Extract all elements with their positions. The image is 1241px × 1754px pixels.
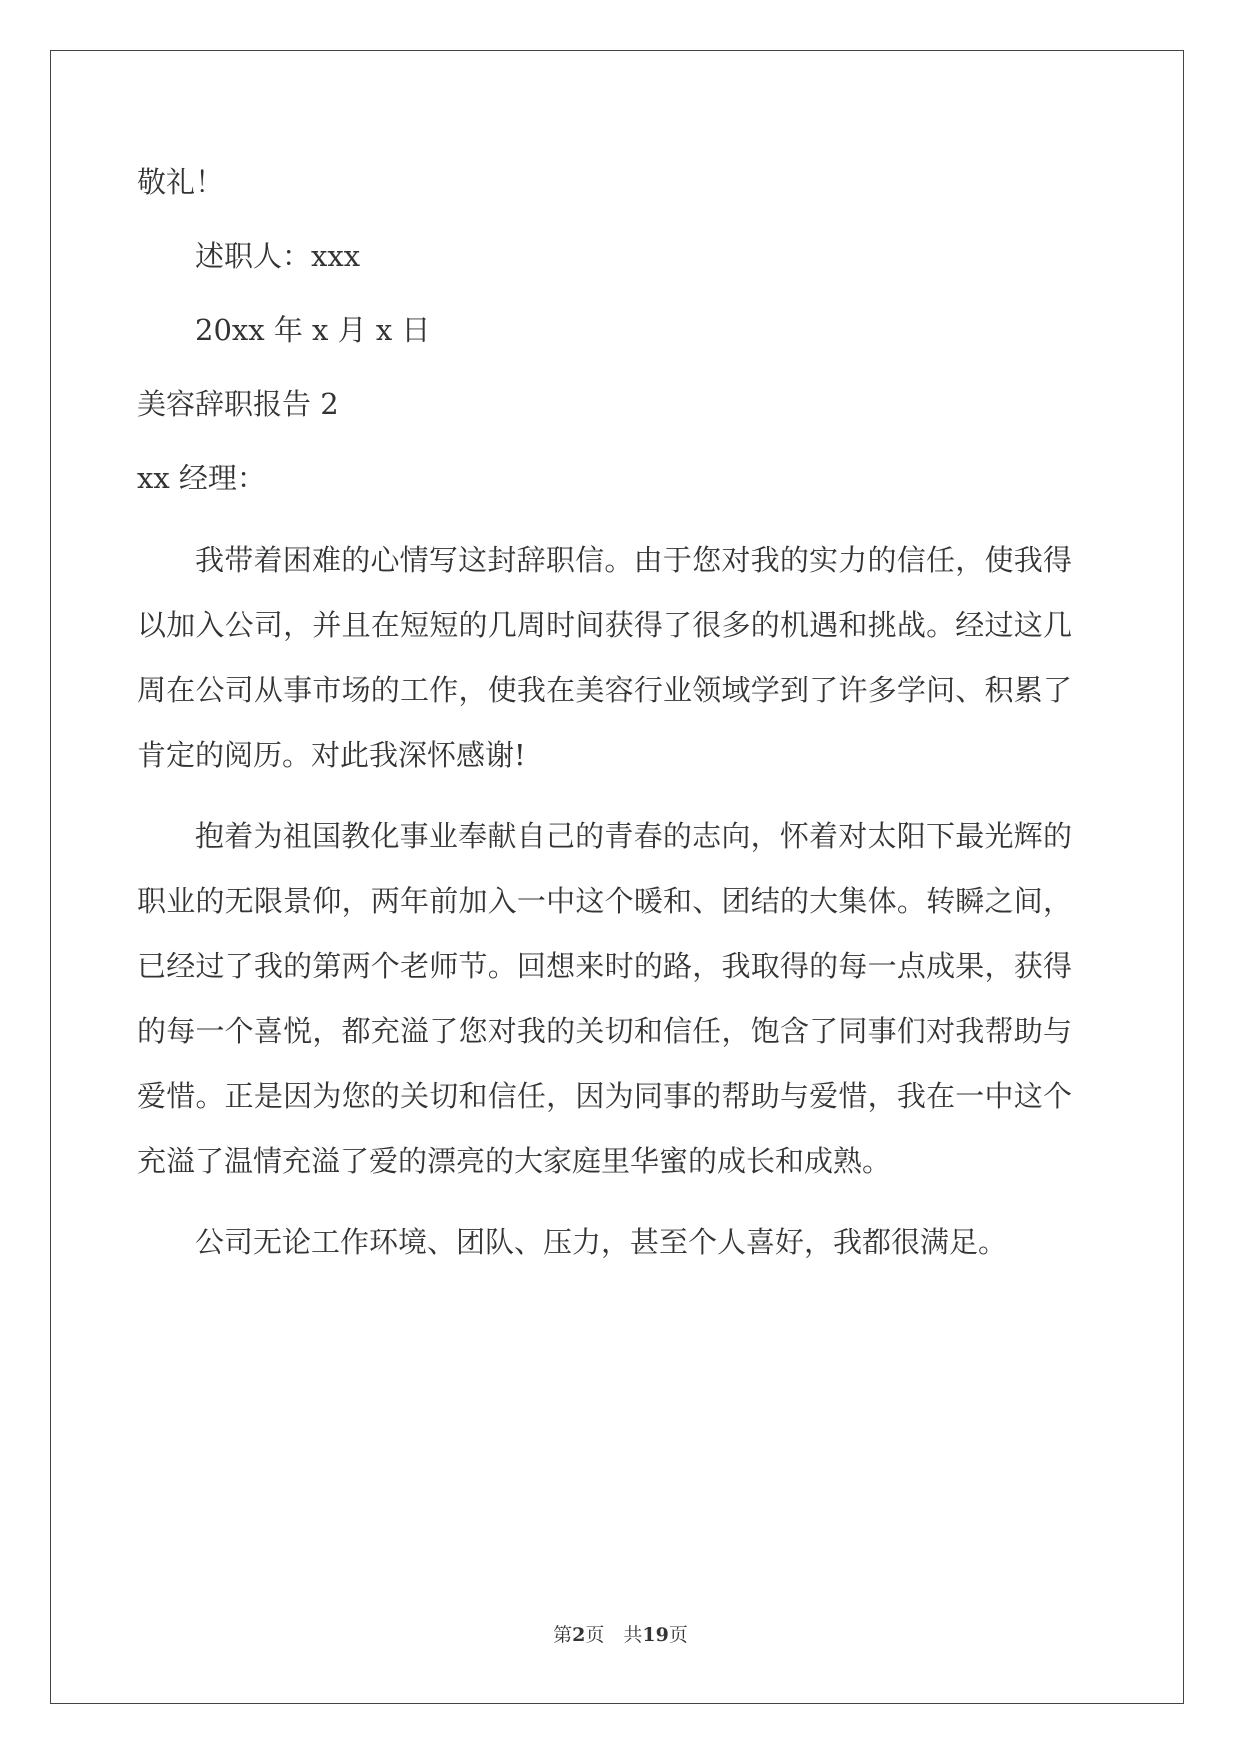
page-mid: 页 共 — [585, 1624, 643, 1646]
closing-line: 敬礼！ — [137, 165, 225, 199]
page-total: 19 — [642, 1624, 669, 1646]
signer-line: 述职人：xxx — [195, 239, 361, 273]
page-prefix: 第 — [553, 1624, 573, 1646]
body-paragraphs — [137, 528, 1072, 1275]
body-paragraph: 公司无论工作环境、团队、压力，甚至个人喜好，我都很满足。 — [195, 1225, 1008, 1259]
date-line: 20xx 年 x 月 x 日 — [195, 313, 431, 347]
page-current: 2 — [572, 1624, 586, 1646]
document-body — [137, 160, 1088, 1291]
section-title: 美容辞职报告 2 — [137, 387, 339, 421]
body-paragraph: 抱着为祖国教化事业奉献自己的青春的志向，怀着对太阳下最光辉的职业的无限景仰，两年前加入一中这个暖和、团结的大集体。转瞬之间，已经过了我的第两个老师节。回想来时的路，我取得的每一点成果，获得的每一个喜悦，都充溢了您对我的关切和信任，饱含了同事们对我帮助与爱惜。正是因为您的关切和信任，因为同事的帮助与爱惜，我在一中这个充溢了温情充溢了爱的漂亮的大家庭里华蜜的成长和成熟。 — [137, 819, 1072, 1178]
page-footer — [0, 1620, 1241, 1647]
body-paragraph: 我带着困难的心情写这封辞职信。由于您对我的实力的信任，使我得以加入公司，并且在短短的几周时间获得了很多的机遇和挑战。经过这几周在公司从事市场的工作，使我在美容行业领域学到了许多学问、积累了肯定的阅历。对此我深怀感谢! — [137, 543, 1072, 772]
page-suffix: 页 — [668, 1624, 688, 1646]
salutation-line: xx 经理： — [137, 461, 266, 495]
